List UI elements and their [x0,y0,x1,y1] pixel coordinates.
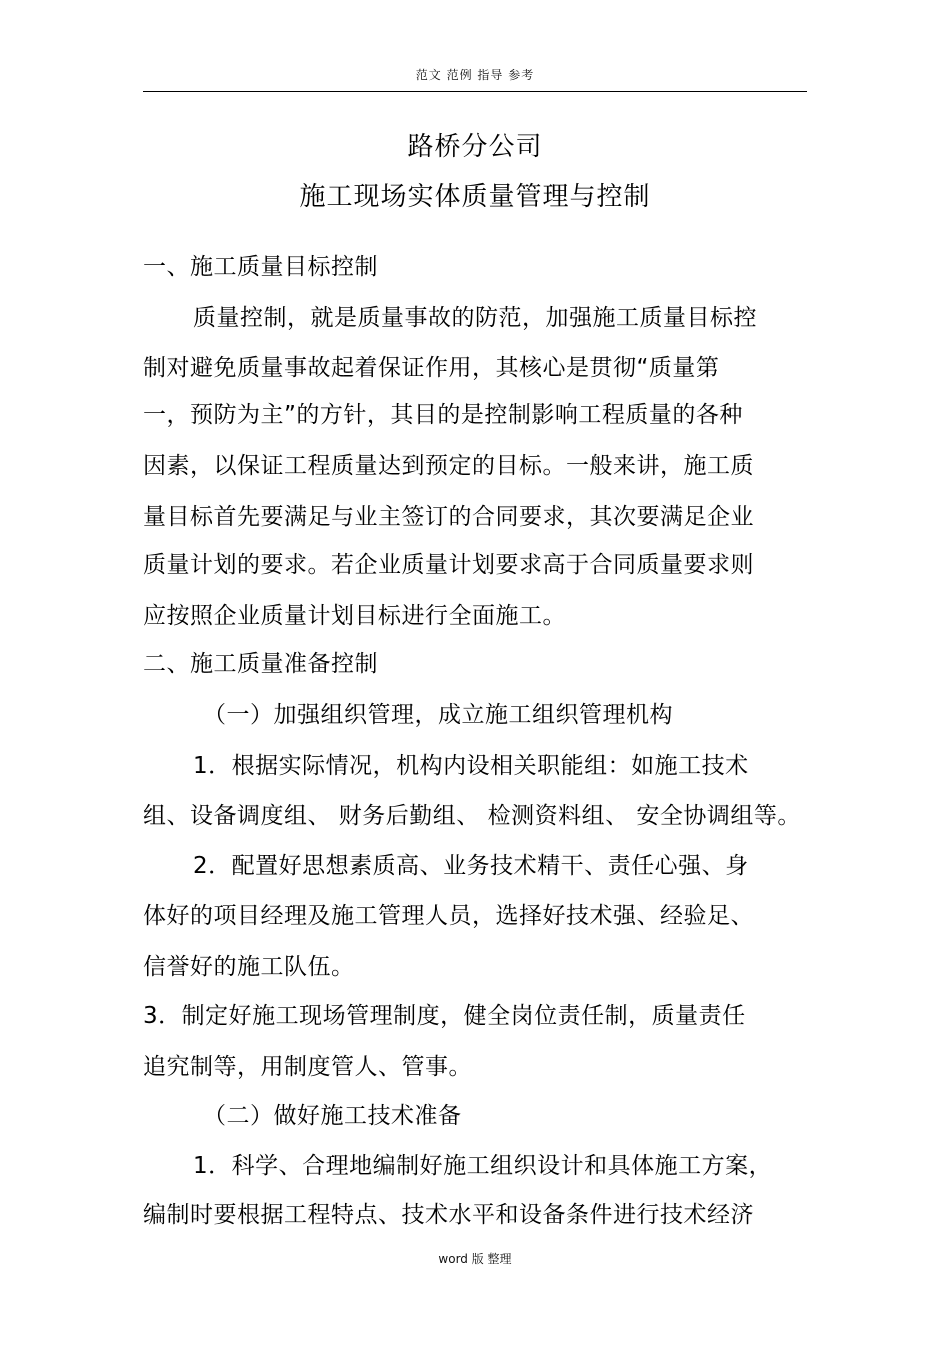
subsection-heading-2: （二）做好施工技术准备 [203,1103,462,1129]
list-item-line: 1．科学、合理地编制好施工组织设计和具体施工方案， [193,1153,773,1179]
list-item-line: 1．根据实际情况，机构内设相关职能组：如施工技术 [193,753,749,779]
document-title: 路桥分公司 [407,132,543,162]
list-item-line: 3．制定好施工现场管理制度，健全岗位责任制，质量责任 [143,1003,746,1029]
paragraph-line: 因素，以保证工程质量达到预定的目标。一般来讲，施工质 [143,453,754,479]
paragraph-line: 应按照企业质量计划目标进行全面施工。 [143,603,566,629]
list-item-line: 追究制等，用制度管人、管事。 [143,1054,472,1080]
list-item-line: 2．配置好思想素质高、业务技术精干、责任心强、身 [193,853,749,879]
list-item-line: 编制时要根据工程特点、技术水平和设备条件进行技术经济 [143,1202,754,1228]
document-subtitle: 施工现场实体质量管理与控制 [299,182,651,212]
list-item-line: 组、设备调度组、 财务后勤组、 检测资料组、 安全协调组等。 [143,803,801,829]
paragraph-line: 质量计划的要求。若企业质量计划要求高于合同质量要求则 [143,552,754,578]
paragraph-line: 一，预防为主”的方针，其目的是控制影响工程质量的各种 [143,402,743,428]
list-item-line: 信誉好的施工队伍。 [143,954,355,980]
section-heading-2: 二、施工质量准备控制 [143,651,378,677]
header-divider [143,91,807,92]
list-item-line: 体好的项目经理及施工管理人员，选择好技术强、经验足、 [143,903,754,929]
section-heading-1: 一、施工质量目标控制 [143,254,378,280]
paragraph-line: 制对避免质量事故起着保证作用，其核心是贯彻“质量第 [143,355,720,381]
subsection-heading-1: （一）加强组织管理，成立施工组织管理机构 [203,702,673,728]
page-footer: word 版 整理 [438,1252,512,1266]
paragraph-line: 质量控制，就是质量事故的防范，加强施工质量目标控 [193,305,757,331]
paragraph-line: 量目标首先要满足与业主签订的合同要求，其次要满足企业 [143,504,754,530]
page-header: 范文 范例 指导 参考 [415,68,535,82]
